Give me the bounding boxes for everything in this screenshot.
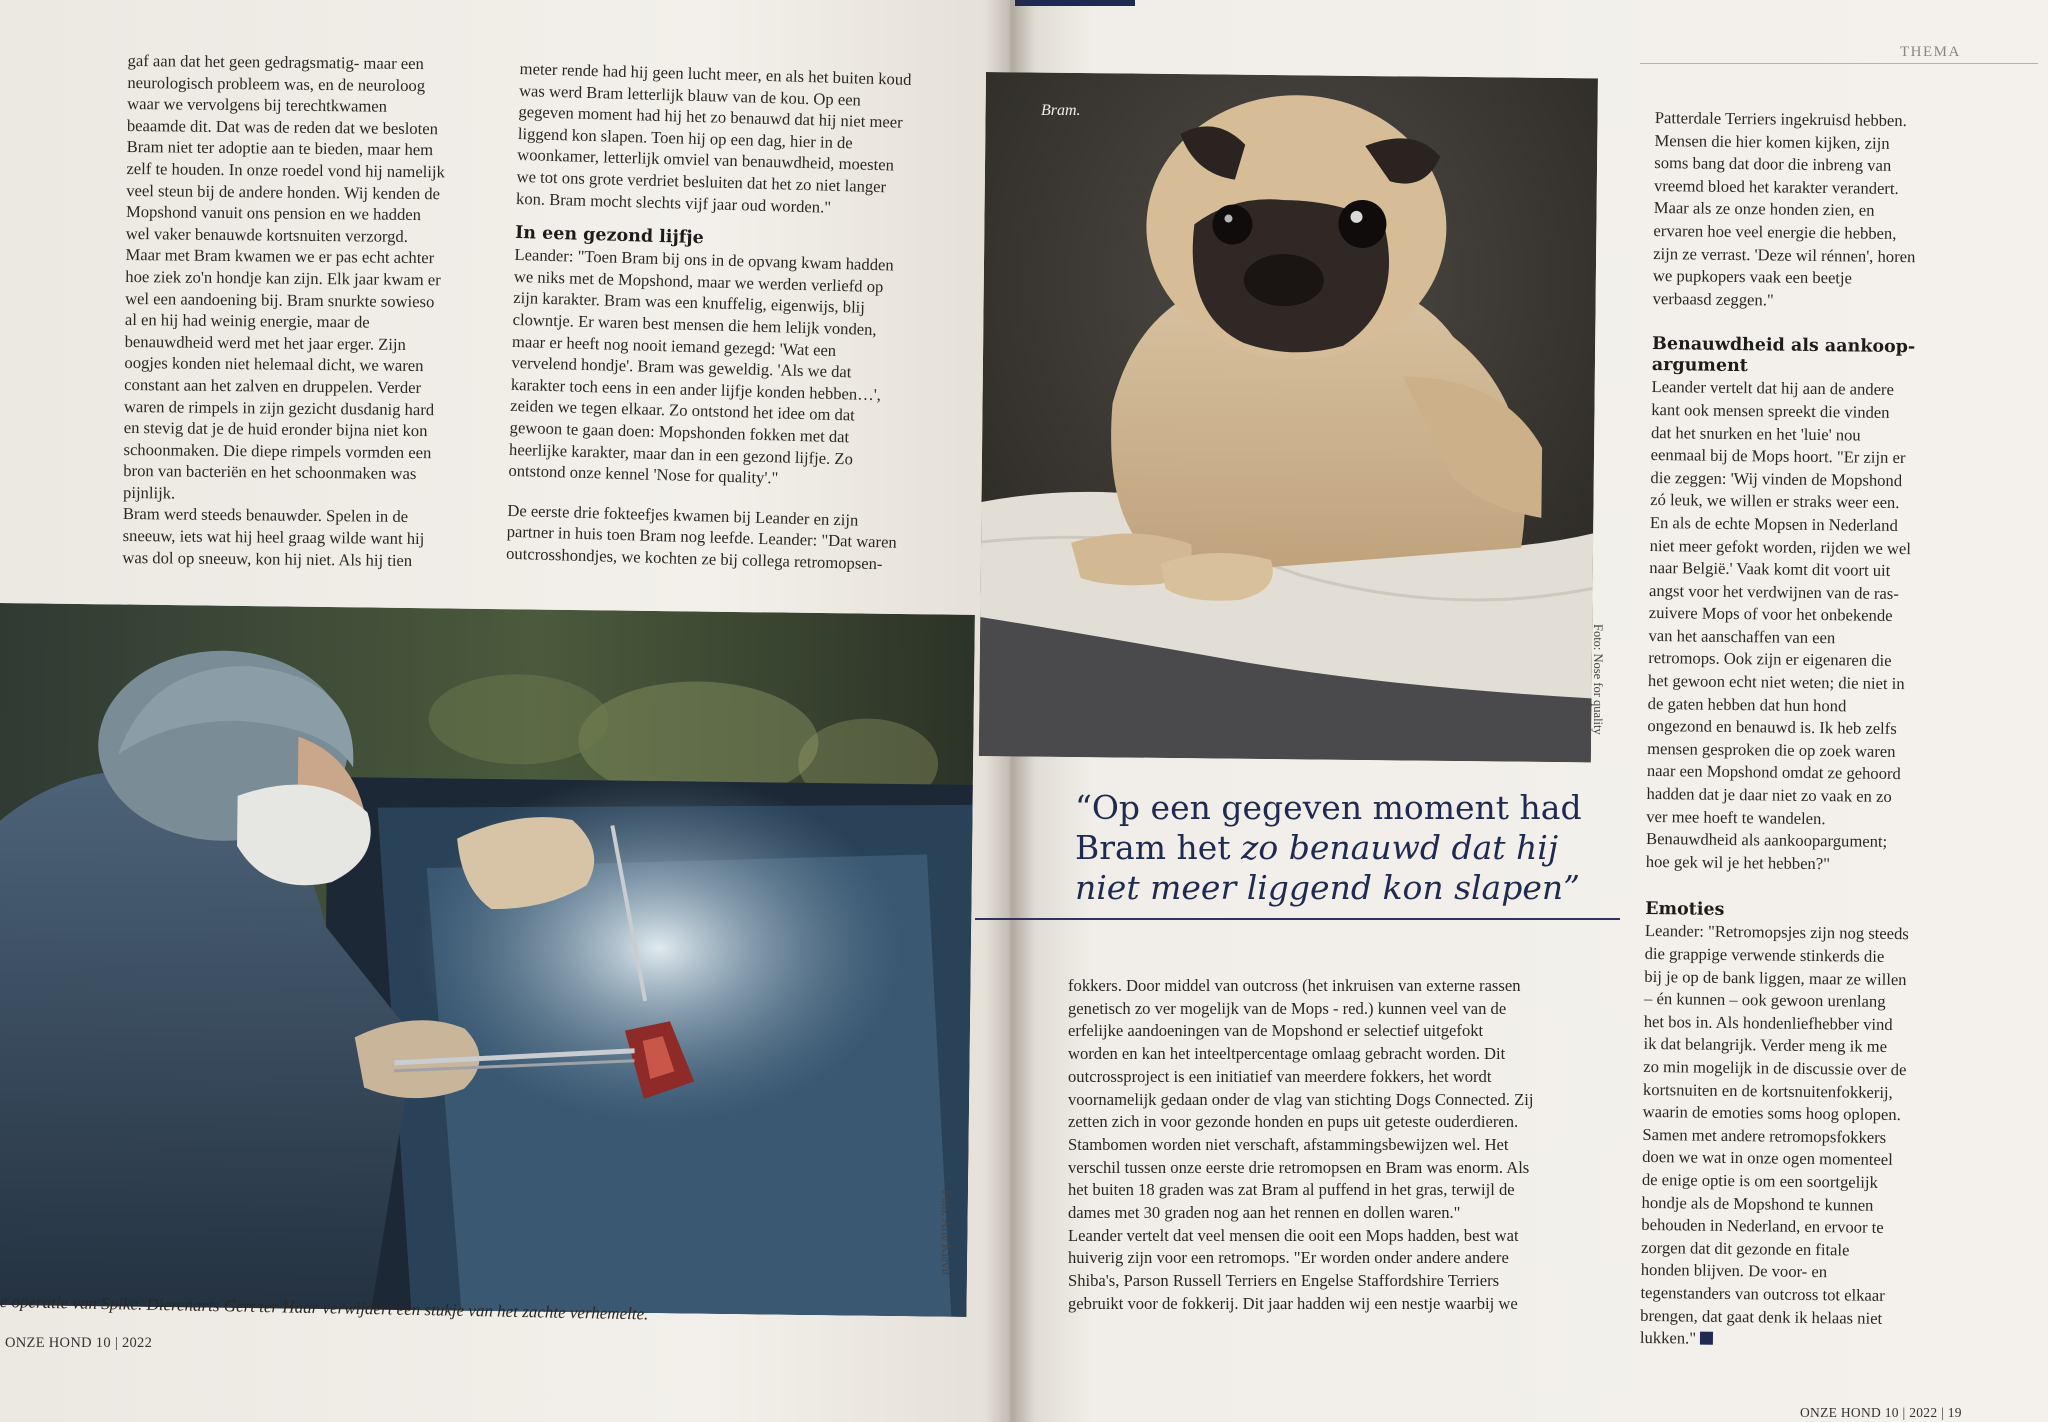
left-col2b-line: heerlijke karakter, maar dan in een gezond lijfje. Zo <box>508 439 854 468</box>
left-col2a-line: we tot ons grote verdriet besluiten dat het zo niet langer <box>516 166 887 197</box>
left-col2b-line: maar er heeft nog nooit iemand gezegd: 'Wat een <box>511 331 837 360</box>
left-col2a-line: woonkamer, letterlijk omviel van benauwdheid, moesten <box>517 145 895 175</box>
left-col2c-line: De eerste drie fokteefjes kwamen bij Leander en zijn <box>507 500 859 530</box>
left-col1-line: schoonmaken. Die diepe rimpels vormden een <box>123 439 432 462</box>
right-col3c-line: zorgen dat dit gezonde en fitale <box>1640 1237 1850 1260</box>
heading-in-een-gezond-lijfje: In een gezond lijfje <box>514 223 705 249</box>
right-col3b-line: niet meer gefokt worden, rijden we wel <box>1649 535 1912 558</box>
right-col3b-line: mensen gesproken die op zoek waren <box>1647 738 1896 761</box>
right-mid-line: dames met 30 graden nog aan het rennen en dollen waren." <box>1068 1203 1461 1223</box>
right-col3b-line: retromops. Ook zijn er eigenaren die <box>1648 648 1892 671</box>
right-col3b-line: zó leuk, we willen er straks weer een. <box>1650 490 1900 513</box>
left-col2b-line: ontstond onze kennel 'Nose for quality'." <box>508 460 779 488</box>
left-col1-line: constant aan het zalven en druppelen. Verder <box>124 374 422 397</box>
right-col3b-line: ver mee hoeft te wandelen. <box>1646 806 1826 828</box>
quote-line-1: “Op een gegeven moment had <box>1075 788 1582 827</box>
right-mid-line: Shiba's, Parson Russell Terriers en Engelse Staffordshire Terriers <box>1068 1271 1500 1291</box>
left-col2a-line: liggend kon slapen. Toen hij op een dag, hier in de <box>517 123 853 153</box>
right-col3a-line: ervaren hoe veel energie die hebben, <box>1653 220 1897 243</box>
section-rule <box>1640 63 2038 64</box>
right-col3c-line: Samen met andere retromopsfokkers <box>1642 1124 1887 1147</box>
right-mid-line: genetisch zo ver mogelijk van de Mops - red.) kunnen veel van de <box>1068 998 1507 1018</box>
left-col1-line: oogjes konden niet helemaal dicht, we waren <box>124 353 424 376</box>
right-mid-line: Stambomen worden niet verschaft, afstammingsbewijzen wel. Het <box>1068 1134 1509 1154</box>
right-col3a-line: zijn ze verrast. 'Deze wil rénnen', horen <box>1653 243 1916 266</box>
right-col3b-line: Leander vertelt dat hij aan de andere <box>1651 377 1895 400</box>
right-col3b-line: die zeggen: 'Wij vinden de Mopshond <box>1650 467 1903 490</box>
left-col1-line: wel een aandoening bij. Bram snurkte sowieso <box>125 288 435 311</box>
left-col1-line: Bram niet ter adoptie aan te bieden, maar hem <box>126 137 434 160</box>
right-col3a-line: Mensen die hier komen kijken, zijn <box>1654 130 1890 153</box>
right-col3b-line: zuivere Mops of voor het onbekende <box>1648 603 1893 626</box>
right-col3b-line: eenmaal bij de Mops hoort. "Er zijn er <box>1650 445 1906 468</box>
right-col3b-line: dat het snurken en het 'luie' nou <box>1650 422 1861 445</box>
surgery-caption: e operatie van Spike. Dierenarts Gert ter Haar verwijdert een stukje van het zachte verhemelte. <box>0 1292 649 1324</box>
right-col3c-line: bij je op de bank liggen, maar ze willen <box>1644 966 1907 989</box>
right-col3c-line: kortsnuiten en de kortsnuitenfokkerij, <box>1642 1079 1893 1102</box>
right-col3c-line: honden blijven. De voor- en <box>1640 1260 1828 1282</box>
end-mark <box>1700 1332 1713 1345</box>
left-col2a-line: was werd Bram letterlijk blauw van de kou. Op een <box>518 80 862 110</box>
right-col3a-line: soms bang dat door die inbreng van <box>1654 153 1892 176</box>
surgery-photo <box>0 603 975 1317</box>
right-mid-line: Leander vertelt dat veel mensen die ooit een Mops hadden, best wat <box>1068 1225 1519 1245</box>
right-col3c-line: doen we wat in onze ogen momenteel <box>1642 1147 1893 1170</box>
right-col3b-line: de gaten hebben dat hun hond <box>1647 693 1847 716</box>
left-col1-line: Bram werd steeds benauwder. Spelen in de <box>122 504 409 527</box>
right-column <box>1640 107 1985 1354</box>
left-col1-line: zelf te houden. In onze roedel vond hij namelijk <box>126 158 445 182</box>
right-col3b-line: hoe gek wil je het hebben?" <box>1645 851 1831 874</box>
left-col2b-line: zeiden we tegen elkaar. Zo ontstond het idee om dat <box>510 396 856 425</box>
left-col1-line: neurologisch probleem was, en de neuroloog <box>127 72 426 95</box>
pug-photo-credit: Foto: Nose for quality <box>1591 624 1605 735</box>
left-col2c-line: outcrosshondjes, we kochten ze bij collega retromopsen- <box>505 543 883 574</box>
left-col2c-line: partner in huis toen Bram nog leefde. Leander: "Dat waren <box>506 522 898 552</box>
right-col3a-line: Patterdale Terriers ingekruisd hebben. <box>1654 107 1907 131</box>
left-col1-line: wel vaker benauwde kortsnuiten verzorgd. <box>125 223 409 246</box>
left-folio: ONZE HOND 10 | 2022 <box>5 1335 153 1351</box>
right-col3c-line: ik dat belangrijk. Verder meng ik me <box>1643 1034 1888 1057</box>
left-col2b-line: zijn karakter. Bram was een knuffelig, eigenwijs, blij <box>513 288 866 318</box>
right-col3c-line: – én kunnen – ook gewoon urenlang <box>1643 989 1886 1012</box>
right-col3a-line: Maar als ze onze honden zien, en <box>1653 198 1875 221</box>
right-col3a-line: vreemd bloed het karakter verandert. <box>1653 175 1899 198</box>
right-mid-line: verschil tussen onze eerste drie retromopsen en Bram was enorm. Als <box>1068 1157 1530 1177</box>
right-col3b-line: naar een Mopshond omdat ze gehoord <box>1646 761 1901 784</box>
right-col3c-line: het bos in. Als hondenliefhebber vind <box>1643 1011 1893 1034</box>
quote-rule <box>975 918 1620 920</box>
right-mid-line: erfelijke aandoeningen van de Mopshond er selectief uitgefokt <box>1068 1021 1484 1041</box>
left-col1-line: Maar met Bram kwamen we er pas echt achter <box>125 245 435 268</box>
left-column-1 <box>122 50 517 572</box>
heading-emoties: Emoties <box>1645 899 1725 921</box>
right-col3c-line: die grappige verwende stinkerds die <box>1644 943 1885 966</box>
left-col2b-line: we niks met de Mopshond, maar we werden verliefd op <box>513 266 884 296</box>
left-col1-line: hoe ziek zo'n hondje kan zijn. Elk jaar kwam er <box>125 266 441 290</box>
right-mid-line: voornamelijk gedaan onder de vlag van stichting Dogs Connected. Zij <box>1068 1089 1534 1109</box>
right-mid-line: fokkers. Door middel van outcross (het inkruisen van externe rassen <box>1068 976 1521 995</box>
surgery-photo-credit: Foto: Arie Kievit <box>939 1190 953 1276</box>
right-mid-line: het buiten 18 graden was zat Bram al puffend in het gras, terwijl de <box>1068 1180 1515 1200</box>
left-col1-line: Mopshond vanuit ons pension en we hadden <box>125 202 422 225</box>
left-col2b-line: karakter toch eens in een ander lijfje konden hebben…', <box>510 374 882 404</box>
left-col1-line: gaf aan dat het geen gedragsmatig- maar een <box>127 50 424 74</box>
left-col1-line: waren de rimpels in zijn gezicht dusdanig hard <box>123 396 435 419</box>
left-col2b-line: vervelend hondje'. Bram was geweldig. 'Als we dat <box>511 353 852 382</box>
right-col3c-line: waarin de emoties soms hoog oplopen. <box>1642 1102 1901 1125</box>
left-col2a-line: gegeven moment had hij het zo benauwd dat hij niet meer <box>518 102 903 132</box>
right-col3b-line: van het aanschaffen van een <box>1648 625 1836 648</box>
left-col1-line: beaamde dit. Dat was de reden dat we besloten <box>126 115 439 139</box>
heading-benauwdheid: Benauwdheid als aankoop- argument <box>1651 334 1916 377</box>
right-col3c-line: de enige optie is om een soortgelijk <box>1641 1169 1878 1192</box>
right-col3b-line: het gewoon echt niet weten; die niet in <box>1647 671 1905 694</box>
left-col1-line: veel steun bij de andere honden. Wij kenden de <box>126 180 441 203</box>
right-col3b-line: kant ook mensen spreekt die vinden <box>1651 399 1890 422</box>
right-col3a-line: verbaasd zeggen." <box>1652 288 1774 310</box>
left-col1-line: benauwdheid werd met het jaar erger. Zijn <box>124 331 406 354</box>
right-folio: ONZE HOND 10 | 2022 | 19 <box>1800 1405 1962 1420</box>
right-col3c-line: Leander: "Retromopsjes zijn nog steeds <box>1644 921 1909 944</box>
left-col1-line: sneeuw, iets wat hij heel graag wilde want hij <box>122 526 425 549</box>
surgery-image <box>0 603 975 1317</box>
right-column-last-line: lukken." <box>1640 1327 1970 1354</box>
right-mid-line: zetten zich in voor gezonde honden en pups uit geteste ouderdieren. <box>1068 1112 1519 1132</box>
section-label: THEMA <box>1900 44 1961 60</box>
pug-photo <box>979 72 1598 762</box>
right-col3c-line: behouden in Nederland, en ervoor te <box>1641 1215 1884 1238</box>
left-col1-line: waar we vervolgens bij terechtkwamen <box>127 94 388 116</box>
right-col3c-line: brengen, dat gaat denk ik helaas niet <box>1640 1305 1883 1328</box>
left-col1-line: en stevig dat je de huid eronder bijna niet kon <box>123 418 428 441</box>
right-col3c-line: tegenstanders van outcross tot elkaar <box>1640 1282 1885 1305</box>
right-mid-line: gebruikt voor de fokkerij. Dit jaar hadden wij een nestje waarbij we <box>1068 1293 1518 1313</box>
left-col2b-line: gewoon te gaan doen: Mopshonden fokken met dat <box>509 417 850 447</box>
left-page <box>0 0 1010 1422</box>
left-column-2 <box>506 58 990 577</box>
pug-caption: Bram. <box>1041 102 1081 119</box>
left-col2a-line: meter rende had hij geen lucht meer, en als het buiten koud <box>519 58 912 89</box>
quote-line-2: Bram het zo benauwd dat hij <box>1075 828 1559 867</box>
right-col3b-line: naar België.' Vaak komt dit voort uit <box>1649 558 1891 581</box>
right-col3c-line: zo min mogelijk in de discussie over de <box>1643 1056 1907 1080</box>
pull-quote <box>1075 788 1595 908</box>
left-col1-line: pijnlijk. <box>122 482 176 503</box>
right-col3a-line: we pupkopers vaak een beetje <box>1652 266 1853 288</box>
pug-image <box>979 72 1598 762</box>
right-mid-line: huiverig zijn voor een retromops. "Er worden onder andere andere <box>1068 1248 1509 1268</box>
right-col3b-line: Benauwdheid als aankoopargument; <box>1645 829 1888 852</box>
top-accent-bar <box>1015 0 1135 6</box>
right-col3c-line: hondje als de Mopshond te kunnen <box>1641 1192 1874 1215</box>
quote-line-3: niet meer liggend kon slapen” <box>1075 868 1581 907</box>
right-col3b-line: hadden dat je daar niet zo vaak en zo <box>1646 783 1892 806</box>
left-col1-line: bron van bacteriën en het schoonmaken was <box>123 461 417 484</box>
right-middle-column <box>1068 975 1628 1316</box>
right-col3b-line: ongezond en benauwd is. Ik heb zelfs <box>1647 716 1897 739</box>
right-col3b-line: angst voor het verdwijnen van de ras- <box>1648 580 1899 603</box>
right-mid-line: outcrossproject is een initiatief van meerdere fokkers, het wordt <box>1068 1066 1492 1086</box>
left-col1-line: was dol op sneeuw, kon hij niet. Als hij tien <box>122 547 413 570</box>
right-mid-line: worden en kan het inteeltpercentage omlaag gebracht worden. Dit <box>1068 1044 1506 1064</box>
left-col2b-line: clowntje. Er waren best mensen die hem lelijk vonden, <box>512 309 877 339</box>
left-col2b-line: Leander: "Toen Bram bij ons in de opvang kwam hadden <box>514 245 894 275</box>
right-col3b-line: En als de echte Mopsen in Nederland <box>1649 512 1898 535</box>
left-col2a-line: kon. Bram mocht slechts vijf jaar oud worden." <box>515 188 832 217</box>
left-col1-line: al en hij had weinig energie, maar de <box>124 310 370 332</box>
